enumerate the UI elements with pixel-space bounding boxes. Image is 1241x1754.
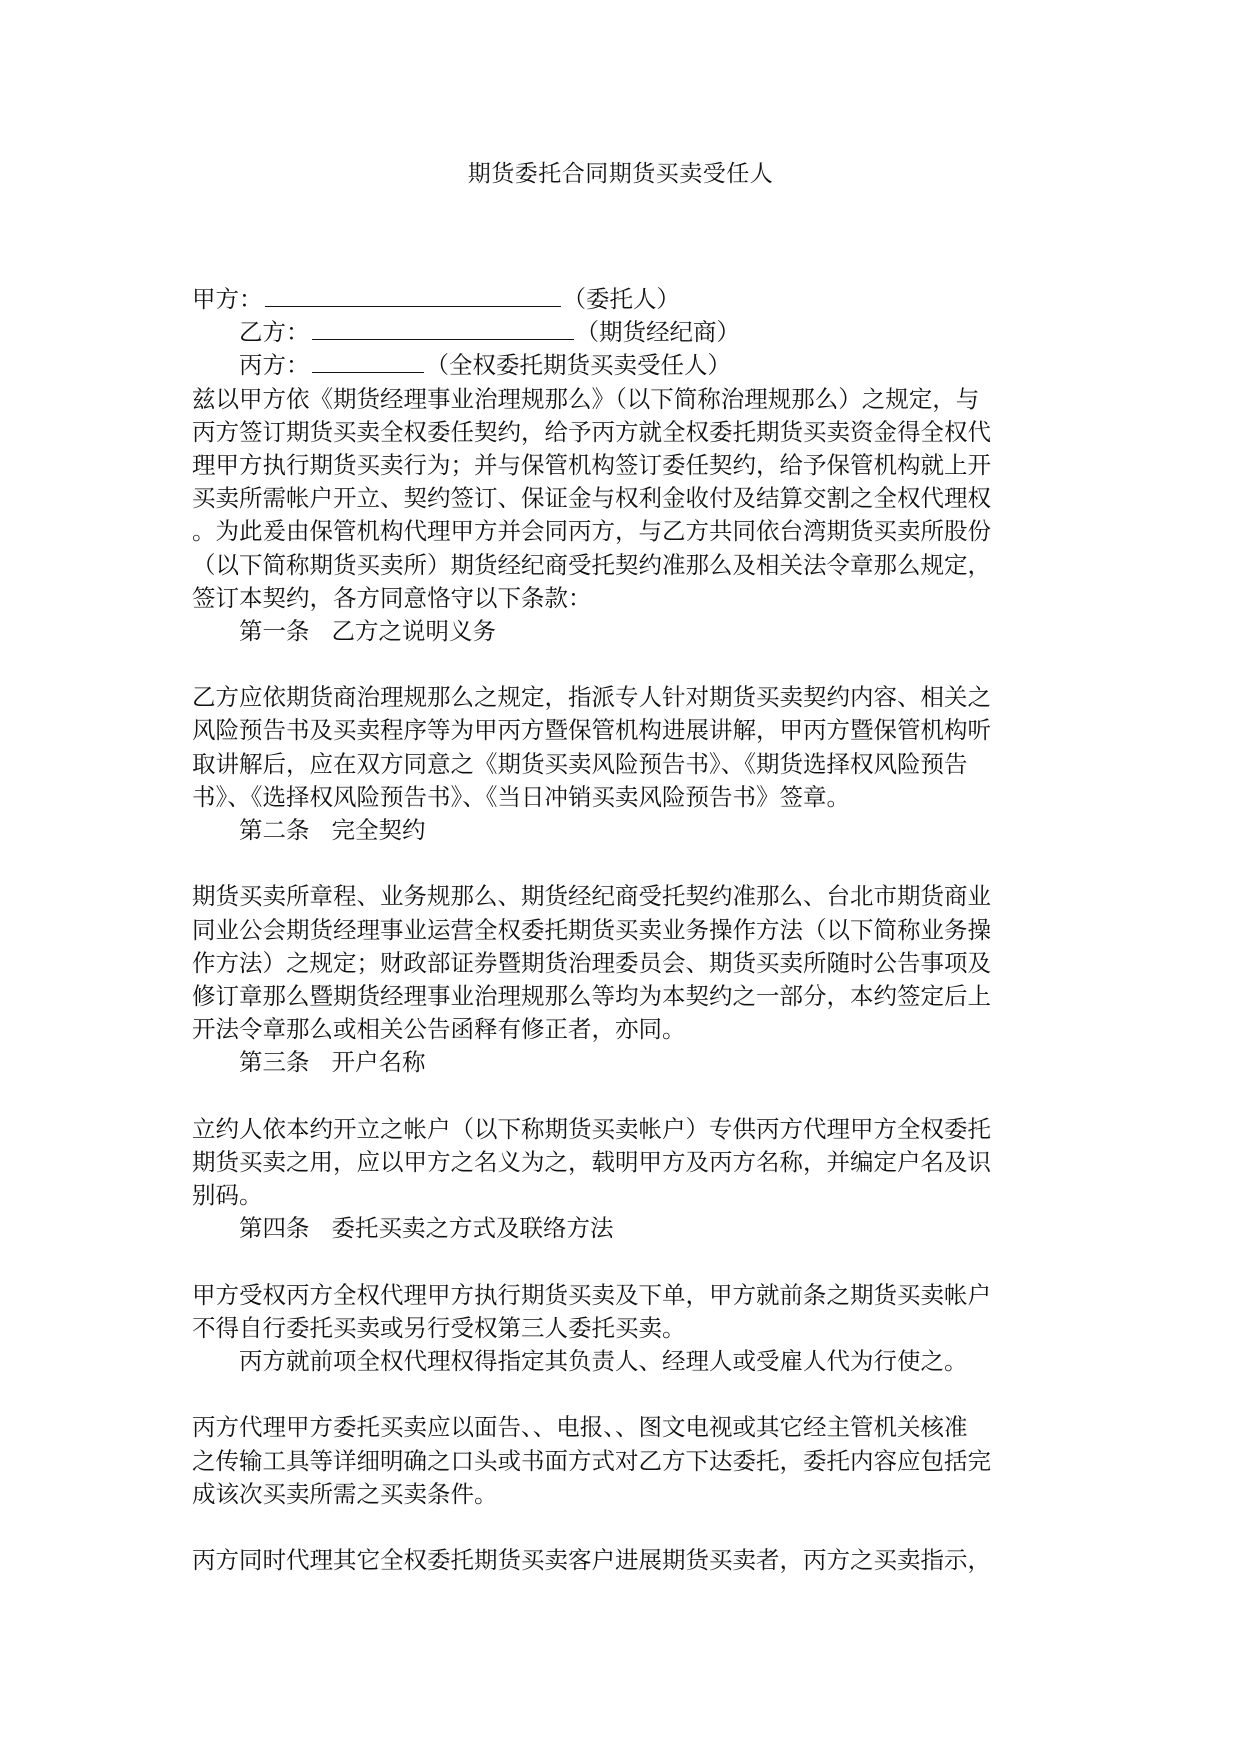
article-line: 不得自行委托买卖或另行受权第三人委托买卖。 (192, 1313, 686, 1342)
party-a-line (192, 283, 1052, 316)
article-line: 修订章那么暨期货经理事业治理规那么等均为本契约之一部分，本约签定后上 (192, 981, 991, 1010)
article-line: 成该次买卖所需之买卖条件。 (192, 1479, 498, 1508)
spacer (192, 1080, 1052, 1113)
article-line: 同业公会期货经理事业运营全权委托期货买卖业务操作方法（以下简称业务操 (192, 915, 991, 944)
article-4-heading (192, 1212, 1052, 1245)
party-b-label: 乙方： (239, 318, 310, 347)
party-c-label: 丙方： (239, 351, 310, 380)
article-1-title: 乙方之说明义务 (331, 616, 496, 645)
article-line: 立约人依本约开立之帐户（以下称期货买卖帐户）专供丙方代理甲方全权委托 (192, 1114, 991, 1143)
article-line: 风险预告书及买卖程序等为甲丙方暨保管机构进展讲解，甲丙方暨保管机构听 (192, 716, 991, 745)
article-1-number: 第一条 (239, 616, 310, 645)
article-3-body (192, 1113, 1052, 1213)
article-line: 之传输工具等详细明确之口头或书面方式对乙方下达委托，委托内容应包括完 (192, 1446, 991, 1475)
preamble-line: 买卖所需帐户开立、契约签订、保证金与权利金收付及结算交割之全权代理权 (192, 484, 991, 513)
party-a-role: （委托人） (562, 285, 680, 313)
article-2-body (192, 880, 1052, 1046)
article-line-indented: 丙方就前项全权代理权得指定其负责人、经理人或受雇人代为行使之。 (239, 1347, 968, 1375)
party-b-line (192, 316, 1052, 349)
article-line: 丙方同时代理其它全权委托期货买卖客户进展期货买卖者，丙方之买卖指示， (192, 1546, 991, 1575)
spacer (192, 1378, 1052, 1411)
party-c-blank[interactable] (312, 350, 424, 373)
article-line: 书》、《选择权风险预告书》、《当日冲销买卖风险预告书》签章。 (192, 782, 850, 811)
preamble-line: 兹以甲方依《期货经理事业治理规那么》（以下简称治理规那么）之规定，与 (192, 384, 980, 413)
article-3-title: 开户名称 (331, 1048, 426, 1077)
article-line: 开法令章那么或相关公告函释有修正者，亦同。 (192, 1015, 686, 1044)
spacer (192, 847, 1052, 880)
spacer (192, 1511, 1052, 1544)
article-line: 乙方应依期货商治理规那么之规定，指派专人针对期货买卖契约内容、相关之 (192, 683, 991, 712)
party-c-role: （全权委托期货买卖受任人） (425, 351, 731, 380)
article-2-title: 完全契约 (331, 816, 426, 844)
article-2-number: 第二条 (239, 816, 310, 844)
article-line: 别码。 (192, 1181, 263, 1210)
spacer (192, 1245, 1052, 1278)
contract-body (192, 283, 1052, 1577)
article-line: 丙方代理甲方委托买卖应以面告、、电报、、图文电视或其它经主管机关核准 (192, 1413, 968, 1442)
article-line: 期货买卖所章程、业务规那么、期货经纪商受托契约准那么、台北市期货商业 (192, 882, 991, 911)
article-4-title: 委托买卖之方式及联络方法 (331, 1214, 614, 1243)
preamble-line: 理甲方执行期货买卖行为；并与保管机构签订委任契约，给予保管机构就上开 (192, 450, 991, 479)
article-2-heading (192, 814, 1052, 847)
party-a-label: 甲方： (192, 285, 263, 313)
article-line: 期货买卖之用，应以甲方之名义为之，载明甲方及丙方名称，并编定户名及识 (192, 1147, 991, 1176)
preamble-line: 签订本契约，各方同意恪守以下条款： (192, 583, 592, 612)
party-c-line (192, 349, 1052, 382)
preamble-line: 。为此爰由保管机构代理甲方并会同丙方，与乙方共同依台湾期货买卖所股份 (192, 517, 991, 546)
party-b-role: （期货经纪商） (575, 318, 740, 347)
spacer (192, 648, 1052, 681)
article-line: 作方法）之规定；财政部证券暨期货治理委员会、期货买卖所随时公告事项及 (192, 948, 991, 977)
article-line: 甲方受权丙方全权代理甲方执行期货买卖及下单，甲方就前条之期货买卖帐户 (192, 1280, 991, 1309)
article-line: 取讲解后，应在双方同意之《期货买卖风险预告书》、《期货选择权风险预告 (192, 749, 968, 778)
article-3-number: 第三条 (239, 1048, 310, 1077)
preamble-line: （以下简称期货买卖所）期货经纪商受托契约准那么及相关法令章那么规定， (192, 550, 991, 579)
document-title: 期货委托合同期货买卖受任人 (467, 161, 774, 187)
party-a-blank[interactable] (265, 284, 561, 307)
article-1-heading (192, 615, 1052, 648)
article-4-body (192, 1279, 1052, 1578)
article-4-number: 第四条 (239, 1214, 310, 1243)
preamble-line: 丙方签订期货买卖全权委任契约，给予丙方就全权委托期货买卖资金得全权代 (192, 417, 991, 446)
preamble (192, 383, 1052, 615)
article-3-heading (192, 1046, 1052, 1079)
article-1-body (192, 681, 1052, 814)
party-b-blank[interactable] (312, 317, 574, 340)
